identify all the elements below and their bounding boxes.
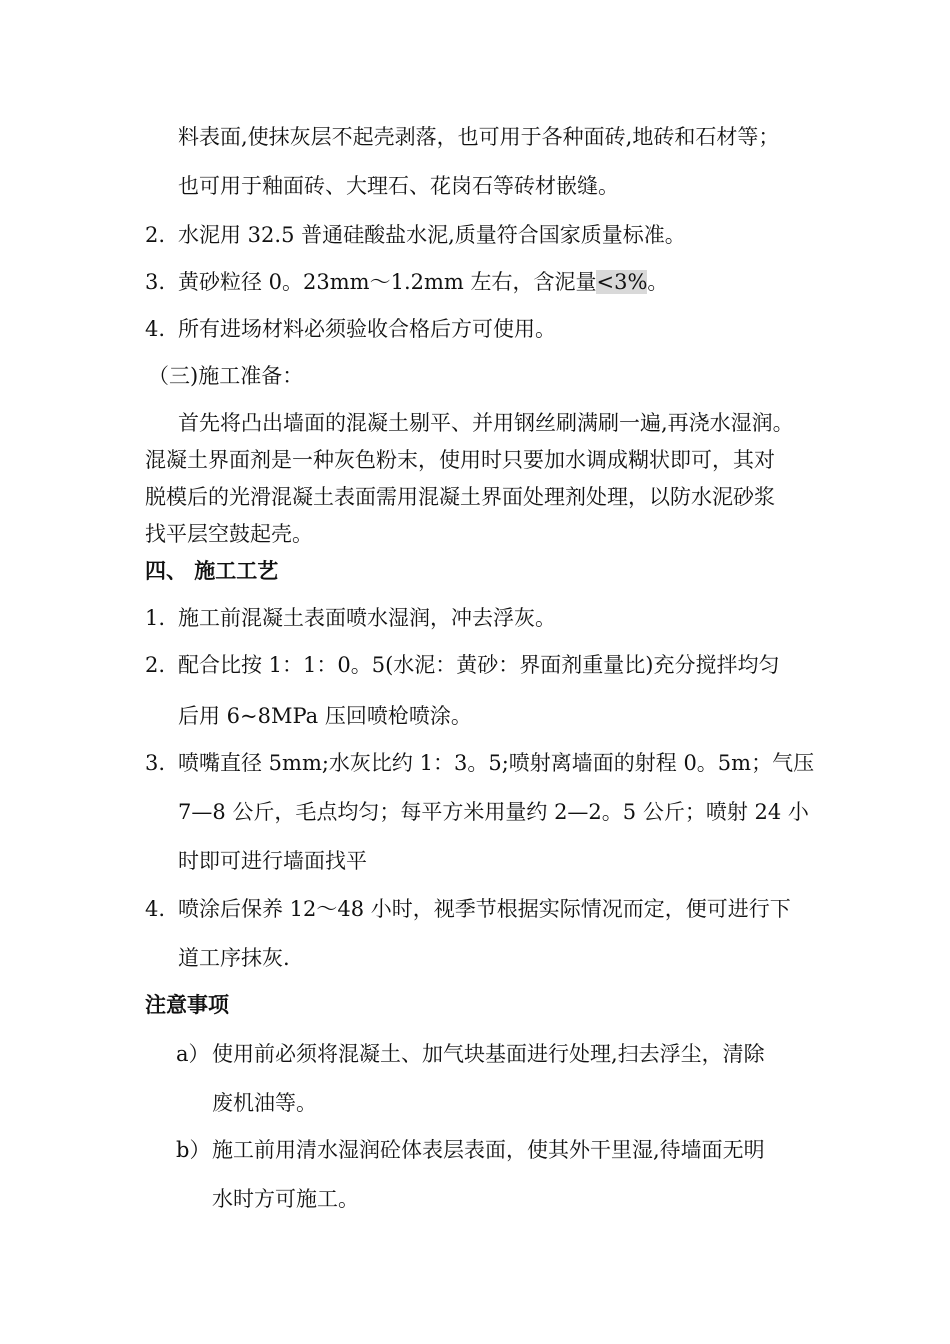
note-item-b [176, 1137, 765, 1163]
list-letter: b） [176, 1138, 211, 1162]
list-text: 施工前用清水湿润砼体表层表面，使其外干里湿,待墙面无明 [212, 1138, 765, 1162]
process-item-3 [145, 750, 814, 776]
note-item-a [176, 1041, 765, 1067]
list-text: 喷涂后保养 12～48 小时，视季节根据实际情况而定，便可进行下 [178, 897, 791, 921]
process-item-4-cont: 道工序抹灰. [178, 946, 290, 970]
list-number: 4. [145, 317, 166, 341]
highlighted-value: <3% [596, 270, 648, 294]
material-item-4 [145, 316, 556, 342]
prep-para-line-2: 混凝土界面剂是一种灰色粉末，使用时只要加水调成糊状即可，其对 [145, 448, 775, 472]
process-item-3-cont-2: 时即可进行墙面找平 [178, 849, 367, 873]
list-letter: a） [176, 1042, 210, 1066]
list-number: 3. [145, 270, 166, 294]
prep-para-line-3: 脱模后的光滑混凝土表面需用混凝土界面处理剂处理，以防水泥砂浆 [145, 485, 775, 509]
list-text: 水泥用 32.5 普通硅酸盐水泥,质量符合国家质量标准。 [178, 223, 686, 247]
list-number: 2. [145, 223, 166, 247]
list-text: 黄砂粒径 0。23mm～1.2mm 左右，含泥量 [178, 270, 597, 294]
section-heading-notes: 注意事项 [145, 993, 229, 1017]
intro-line-2: 也可用于釉面砖、大理石、花岗石等砖材嵌缝。 [178, 174, 619, 198]
process-item-4 [145, 896, 791, 922]
list-number: 2. [145, 653, 166, 677]
list-text: 配合比按 1：1：0。5(水泥：黄砂：界面剂重量比)充分搅拌均匀 [178, 653, 780, 677]
list-text: 使用前必须将混凝土、加气块基面进行处理,扫去浮尘，清除 [212, 1042, 765, 1066]
note-item-a-cont: 废机油等。 [212, 1091, 317, 1115]
section-heading-prep: （三)施工准备： [148, 364, 304, 388]
prep-para-line-4: 找平层空鼓起壳。 [145, 522, 313, 546]
process-item-2 [145, 652, 780, 678]
list-number: 1. [145, 606, 166, 630]
process-item-2-cont: 后用 6~8MPa 压回喷枪喷涂。 [178, 704, 472, 728]
section-heading-process: 四、 施工工艺 [145, 559, 279, 583]
note-item-b-cont: 水时方可施工。 [212, 1187, 359, 1211]
intro-line-1: 料表面,使抹灰层不起壳剥落，也可用于各种面砖,地砖和石材等； [178, 125, 780, 149]
list-text: 施工前混凝土表面喷水湿润，冲去浮灰。 [178, 606, 556, 630]
list-number: 4. [145, 897, 166, 921]
list-text: 喷嘴直径 5mm;水灰比约 1：3。5;喷射离墙面的射程 0。5m；气压 [178, 751, 815, 775]
list-text-end: 。 [647, 270, 669, 294]
process-item-1 [145, 605, 556, 631]
prep-para-line-1: 首先将凸出墙面的混凝土剔平、并用钢丝刷满刷一遍,再浇水湿润。 [178, 411, 794, 435]
material-item-2 [145, 222, 686, 248]
material-item-3 [145, 269, 668, 295]
process-item-3-cont-1: 7—8 公斤，毛点均匀；每平方米用量约 2—2。5 公斤；喷射 24 小 [178, 800, 809, 824]
list-text: 所有进场材料必须验收合格后方可使用。 [178, 317, 556, 341]
list-number: 3. [145, 751, 166, 775]
